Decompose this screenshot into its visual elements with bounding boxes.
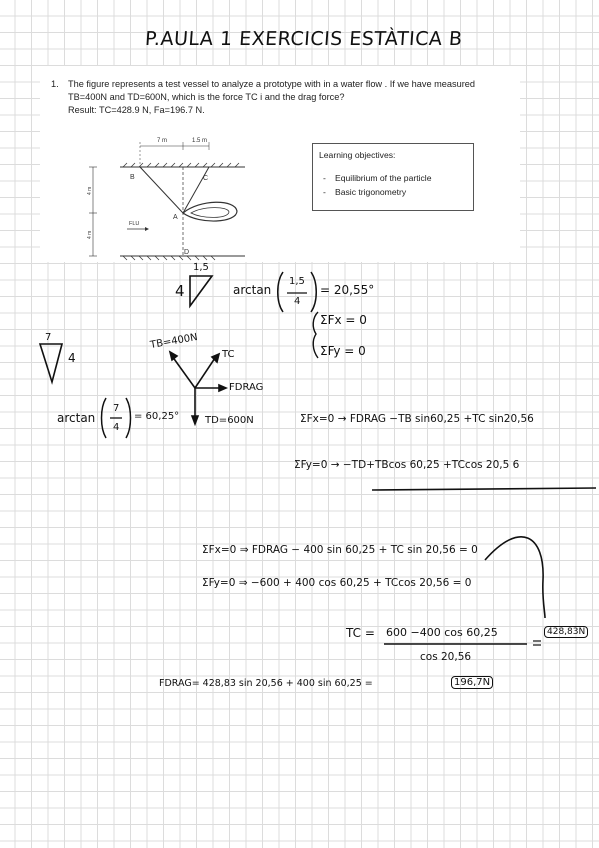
fdrag-result-box: 196,7N — [451, 676, 493, 689]
equation-fy-substituted: ΣFy=0 ⇒ −600 + 400 cos 60,25 + TCcos 20,56 = 0 — [202, 577, 472, 589]
dim-7m: 7 m — [157, 138, 168, 144]
arctan-2-num: 7 — [113, 403, 120, 414]
tri2-side-label: 4 — [68, 351, 76, 365]
objective-item: - Basic trigonometry — [335, 187, 406, 197]
arctan-1-prefix: arctan — [233, 283, 272, 297]
dim-4m-upper: 4 m — [87, 186, 93, 195]
tc-result-box: 428,83N — [544, 626, 588, 638]
label-a: A — [173, 214, 178, 221]
tc-numerator: 600 −400 cos 60,25 — [386, 626, 498, 639]
tb-force-label: TB=400N — [149, 331, 199, 352]
problem-result: Result: TC=428.9 N, Fa=196.7 N. — [68, 105, 205, 115]
label-d: D — [184, 249, 190, 256]
triangle-sketch-1 — [190, 276, 212, 306]
tc-force-label: TC — [222, 349, 235, 360]
fdrag-equation: FDRAG= 428,83 sin 20,56 + 400 sin 60,25 = — [159, 678, 373, 689]
tc-denominator: cos 20,56 — [420, 651, 472, 663]
dim-1-5m: 1.5 m — [192, 138, 208, 144]
dim-4m-lower: 4 m — [87, 230, 93, 239]
tri1-side-label: 4 — [175, 282, 185, 300]
tri2-top-label: 7 — [45, 332, 52, 343]
sum-fy-zero: ΣFy = 0 — [320, 344, 366, 358]
equation-sum-fx: ΣFx=0 → FDRAG −TB sin60,25 +TC sin20,56 — [300, 413, 534, 425]
sum-fx-zero: ΣFx = 0 — [320, 313, 367, 327]
objective-item: - Equilibrium of the particle — [335, 173, 432, 183]
tc-lhs: TC = — [346, 626, 375, 640]
arctan-2-prefix: arctan — [57, 411, 96, 425]
tri1-top-label: 1,5 — [193, 262, 209, 273]
label-b: B — [130, 174, 135, 181]
triangle-sketch-2 — [40, 344, 62, 382]
problem-text: The figure represents a test vessel to analyze a prototype with in a water flow . If we have measured TB=400N and TD=600N, which is the force TC i and the drag force? — [68, 79, 476, 102]
label-flow: FLU — [129, 221, 140, 227]
equation-sum-fy: ΣFy=0 → −TD+TBcos 60,25 +TCcos 20,5 6 — [294, 459, 520, 471]
arctan-2-result: = 60,25° — [134, 411, 180, 422]
arctan-1-num: 1,5 — [289, 276, 305, 287]
td-force-label: TD=600N — [205, 415, 254, 426]
problem-number: 1. — [51, 79, 59, 89]
page-title: P.AULA 1 EXERCICIS ESTÀTICA B — [144, 28, 464, 50]
equation-fx-substituted: ΣFx=0 ⇒ FDRAG − 400 sin 60,25 + TC sin 20,56 = 0 — [202, 544, 478, 556]
label-c: C — [203, 175, 209, 182]
arctan-1-den: 4 — [294, 296, 301, 307]
arctan-2-den: 4 — [113, 422, 120, 433]
arctan-1-result: = 20,55° — [320, 283, 375, 297]
objectives-title: Learning objectives: — [319, 150, 396, 160]
fdrag-force-label: FDRAG — [229, 382, 264, 393]
